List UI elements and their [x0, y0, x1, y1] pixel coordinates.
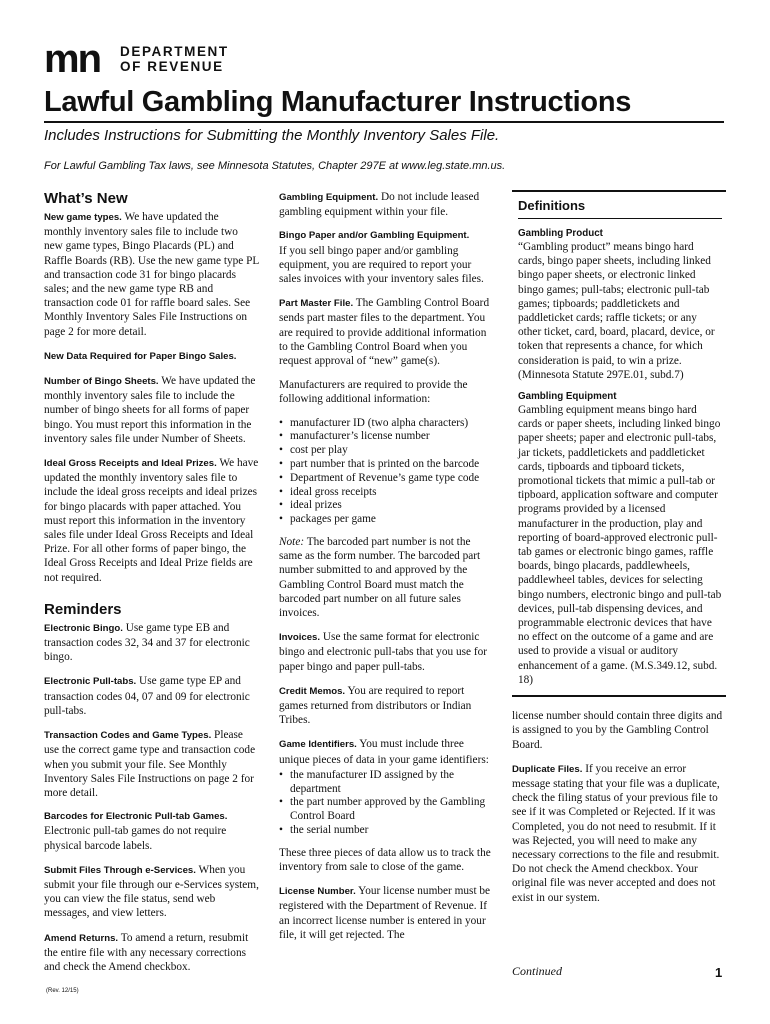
- barcodes-text: Electronic pull-tab games do not require physical barcode labels.: [44, 825, 227, 852]
- credit-memos-paragraph: [279, 684, 495, 728]
- duplicate-files-text: If you receive an error message stating that your file was a duplicate, check the filing status of your previous file to see if it was Completed or Rejected. If it was Completed, you do not need to resubmit. If it was Rejected, you will need to make any necessary corrections to the file and resubmit. Do not check the Amend checkbox. Your original file was never accepted and does not exist in our system.: [512, 762, 720, 904]
- eservices-text: When you submit your file through our e-Services system, you can view the file status, send web messages, and view letters.: [44, 863, 259, 920]
- license-number-continued: license number should contain three digits and is assigned to you by the Gambling Control Board.: [512, 710, 723, 751]
- new-game-types-paragraph: [44, 210, 259, 339]
- license-number-lead: License Number.: [279, 886, 356, 898]
- game-identifiers-text: You must include three unique pieces of data in your game identifiers:: [279, 738, 489, 766]
- title-divider: [44, 121, 724, 123]
- whats-new-heading: What’s New: [44, 190, 128, 207]
- list-item: • the part number approved by the Gambling Control Board: [290, 796, 495, 824]
- page-number: 1: [715, 965, 723, 980]
- new-game-types-text: We have updated the monthly inventory sales file to include two new game types, Bingo Placards (PL) and Raffle Boards (RB). Use the new game type PL and transaction code 31 for bingo placards sales; and the new game type RB and transaction code 01 for raffle board sales. See Monthly Inventory Sales File Instructions on page 2 for more detail.: [44, 211, 259, 338]
- new-data-paragraph: [44, 349, 259, 364]
- credit-memos-lead: Credit Memos.: [279, 685, 346, 697]
- logo-mark-text: mn: [44, 44, 100, 74]
- invoices-paragraph: [279, 630, 495, 674]
- ideal-receipts-lead: Ideal Gross Receipts and Ideal Prizes.: [44, 458, 217, 470]
- electronic-bingo-lead: Electronic Bingo.: [44, 622, 123, 634]
- transaction-codes-lead: Transaction Codes and Game Types.: [44, 730, 212, 742]
- gambling-equipment-definition: Gambling equipment means bingo hard cards or paper sheets, including linked bingo paper sheets; paper and electronic pull-tabs, jar tickets, paddletickets and paddleticket cards, tipboards and tipboard tickets, promotional tickets that mimic a pull-tab or tipboard, application software and computer programs provided by a licensed manufacturer in the production, play and reporting of board-approved electronic pull-tab games or electronic bingo games, raffle boards, bingo placards, paddlewheels, paddlewheel tables, devices for selecting bingo numbers, electronic bingo and pull-tab devices, pull-tab dispensing devices, and programmable electronic devices that have no effect on the outcome of a game and are used to provide a visual or auditory enhancement of a game. (M.S.349.12, subd. 18): [518, 404, 722, 686]
- gambling-equipment-paragraph: [279, 190, 495, 219]
- new-data-lead: New Data Required for Paper Bingo Sales.: [44, 350, 237, 362]
- eservices-paragraph: [44, 863, 259, 921]
- amend-returns-text: To amend a return, resubmit the entire file with any necessary corrections and check the Amend checkbox.: [44, 931, 249, 973]
- list-item: • manufacturer’s license number: [290, 430, 495, 444]
- continued-label: Continued: [512, 964, 562, 978]
- part-master-lead: Part Master File.: [279, 298, 354, 310]
- transaction-codes-text: Please use the correct game type and transaction code when you submit your file. See Monthly Inventory Sales File Instructions on page 2 for more detail.: [44, 729, 256, 799]
- list-item: • cost per play: [290, 444, 495, 458]
- invoices-text: Use the same format for electronic bingo and electronic pull-tabs that you use for paper bingo and paper pull-tabs.: [279, 631, 487, 673]
- page-subtitle: Includes Instructions for Submitting the Monthly Inventory Sales File.: [44, 127, 500, 144]
- statute-note: For Lawful Gambling Tax laws, see Minnesota Statutes, Chapter 297E at www.leg.state.mn.us.: [44, 160, 506, 172]
- transaction-codes-paragraph: [44, 728, 259, 800]
- game-identifiers-paragraph: [279, 737, 495, 766]
- license-number-text: Your license number must be registered with the Department of Revenue. If an incorrect license number is entered in your file, it will get rejected. The: [279, 885, 491, 941]
- barcodes-lead: Barcodes for Electronic Pull-tab Games.: [44, 811, 228, 823]
- bingo-sheets-text: We have updated the monthly inventory sales file to include the number of bingo sheets for all forms of paper bingo. You must report this information in the inventory sales file under Number of Sheets.: [44, 375, 256, 445]
- part-master-paragraph: [279, 296, 495, 368]
- gambling-equipment-lead: Gambling Equipment.: [279, 192, 379, 203]
- logo-line-2: OF REVENUE: [120, 59, 224, 74]
- tracking-paragraph: These three pieces of data allow us to track the inventory from sale to close of the game.: [279, 846, 491, 874]
- invoices-lead: Invoices.: [279, 632, 321, 644]
- electronic-pulltabs-paragraph: [44, 674, 259, 718]
- column-2: [279, 190, 495, 952]
- list-item: • ideal gross receipts: [290, 486, 495, 500]
- license-number-paragraph: [279, 884, 495, 942]
- note-label: Note:: [279, 536, 305, 549]
- list-item: • Department of Revenue’s game type code: [290, 472, 495, 486]
- note-text: The barcoded part number is not the same as the form number. The barcoded part number submitted to and approved by the Gambling Control Board must match the barcoded part number on all future sales invoices.: [279, 536, 481, 620]
- electronic-pulltabs-lead: Electronic Pull-tabs.: [44, 676, 137, 688]
- note-paragraph: [279, 535, 495, 620]
- gambling-equipment-text: Do not include leased gambling equipment within your file.: [279, 191, 480, 219]
- list-item: • packages per game: [290, 513, 495, 527]
- barcodes-paragraph: [44, 810, 259, 853]
- game-identifiers-lead: Game Identifiers.: [279, 739, 357, 751]
- amend-returns-paragraph: [44, 931, 259, 975]
- eservices-lead: Submit Files Through e-Services.: [44, 864, 196, 876]
- column-1: [44, 190, 259, 984]
- duplicate-files-paragraph: [512, 762, 726, 905]
- ideal-receipts-paragraph: [44, 456, 259, 585]
- revision-date: (Rev. 12/15): [46, 988, 79, 994]
- manufacturers-paragraph: Manufacturers are required to provide the following additional information:: [279, 379, 468, 406]
- amend-returns-lead: Amend Returns.: [44, 932, 119, 944]
- electronic-pulltabs-text: Use game type EP and transaction codes 04, 07 and 09 for electronic pull-tabs.: [44, 675, 250, 717]
- bingo-sheets-paragraph: [44, 374, 259, 446]
- logo-line-1: DEPARTMENT: [120, 44, 229, 59]
- bingo-sheets-lead: Number of Bingo Sheets.: [44, 376, 159, 388]
- gambling-product-term: Gambling Product: [518, 228, 603, 239]
- new-game-types-lead: New game types.: [44, 212, 122, 223]
- bingo-paper-paragraph: [279, 229, 495, 286]
- reminders-heading: Reminders: [44, 600, 122, 618]
- gambling-equipment-term: Gambling Equipment: [518, 391, 617, 403]
- department-logo: [44, 44, 229, 74]
- electronic-bingo-text: Use game type EB and transaction codes 32, 34 and 37 for electronic bingo.: [44, 621, 250, 664]
- game-identifiers-list: [279, 769, 495, 838]
- list-item: • ideal prizes: [290, 499, 495, 513]
- column-3: [512, 190, 726, 915]
- mn-logo-mark: [44, 44, 114, 74]
- gambling-product-definition: “Gambling product” means bingo hard cards, bingo paper sheets, including linked bingo paper sheets, or electronic linked bingo games; pull-tabs; electronic pull-tab games; tipboards; paddletickets and paddleticket cards; raffle tickets; or any other ticket, card, board, placard, device, or token that represents a chance, for which consideration is paid, to win a prize. (Minnesota Statute 297E.01, subd.7): [518, 241, 715, 381]
- list-item: • the serial number: [290, 824, 495, 838]
- list-item: • part number that is printed on the barcode: [290, 458, 495, 472]
- additional-info-list: [279, 417, 495, 527]
- bingo-paper-text: If you sell bingo paper and/or gambling equipment, you are required to report your sales invoices with your inventory sales files.: [279, 244, 484, 286]
- bingo-paper-lead: Bingo Paper and/or Gambling Equipment.: [279, 230, 470, 242]
- electronic-bingo-paragraph: [44, 621, 259, 665]
- page-title: Lawful Gambling Manufacturer Instructions: [44, 86, 632, 118]
- part-master-text: The Gambling Control Board sends part master files to the department. You are required to provide additional information to the Gambling Control Board when you request approval of “new” game(s).: [279, 297, 490, 368]
- logo-wordmark: [120, 44, 229, 74]
- duplicate-files-lead: Duplicate Files.: [512, 763, 583, 775]
- definitions-title: Definitions: [518, 198, 722, 219]
- definitions-box: [512, 190, 726, 697]
- list-item: • manufacturer ID (two alpha characters): [290, 417, 495, 431]
- list-item: • the manufacturer ID assigned by the department: [290, 769, 495, 797]
- ideal-receipts-text: We have updated the monthly inventory sales file to include the ideal gross receipts and ideal prizes for bingo placards with paper attached. You must report this information in the inventory sales file under Ideal Gross Receipts and Ideal Prize. For all other forms of paper bingo, the Ideal Gross Receipts and Ideal Prize fields are not required.: [44, 457, 259, 584]
- credit-memos-text: You are required to report games returned from distributors or Indian Tribes.: [279, 684, 472, 727]
